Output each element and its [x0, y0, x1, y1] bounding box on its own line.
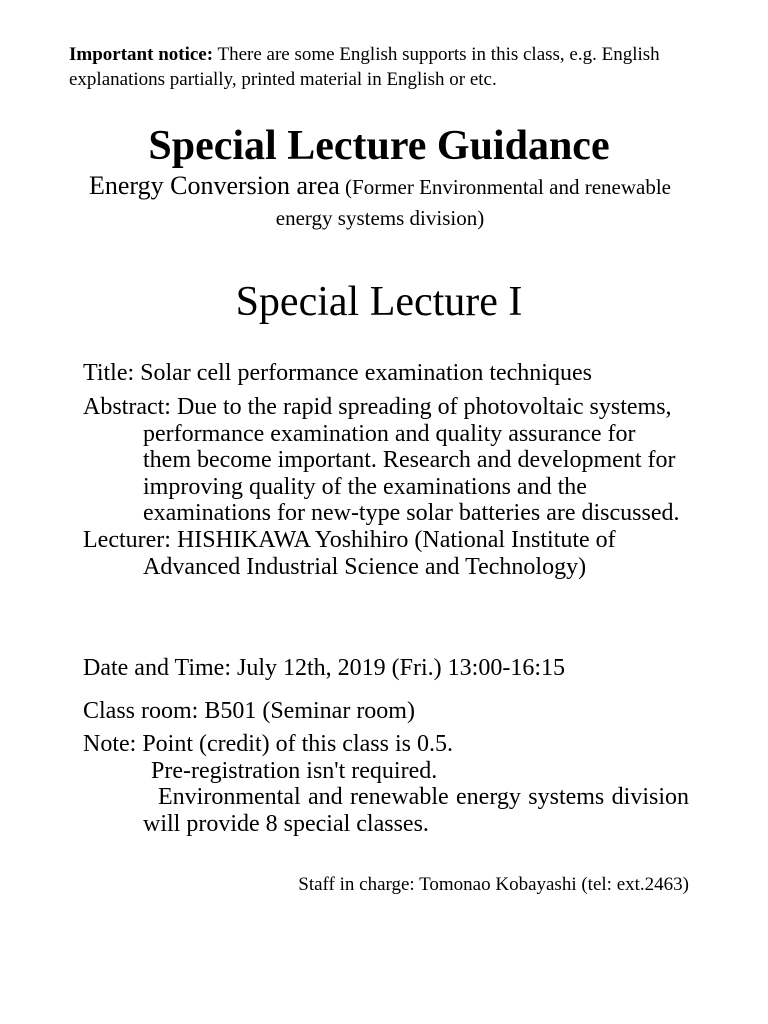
notice-label: Important notice: [69, 44, 214, 65]
class-room: Class room: B501 (Seminar room) [83, 698, 415, 724]
lecturer: Lecturer: HISHIKAWA Yoshihiro (National Institute of Advanced Industrial Science and Technology) [83, 526, 616, 580]
lecture-details [83, 394, 689, 580]
lecture-title: Title: Solar cell performance examination techniques [83, 360, 592, 386]
note-special-classes: Environmental and renewable energy systems division will provide 8 special classes. [143, 784, 689, 837]
lecture-abstract: Abstract: Due to the rapid spreading of photovoltaic systems, performance examination and quality assurance for them become important. Research and development for improving quality of the examinations and the examinations for new-type solar batteries are discussed. [83, 394, 680, 527]
page-title: Special Lecture Guidance [148, 123, 610, 169]
area-former-name: (Former Environmental and renewable energy systems division) [275, 175, 671, 230]
note-registration: Pre-registration isn't required. [151, 757, 438, 784]
staff-in-charge: Staff in charge: Tomonao Kobayashi (tel: ext.2463) [298, 874, 689, 895]
area-name: Energy Conversion area [89, 171, 340, 200]
lecture-name: Special Lecture I [235, 279, 523, 325]
note-credit: Note: Point (credit) of this class is 0.5. [83, 731, 453, 757]
notice-text: There are some English supports in this class, e.g. English explanations partially, printed material in English or etc. [69, 44, 660, 90]
area-subtitle [60, 172, 700, 235]
important-notice [69, 42, 709, 92]
date-time: Date and Time: July 12th, 2019 (Fri.) 13:00-16:15 [83, 655, 565, 681]
note-block [83, 731, 689, 837]
